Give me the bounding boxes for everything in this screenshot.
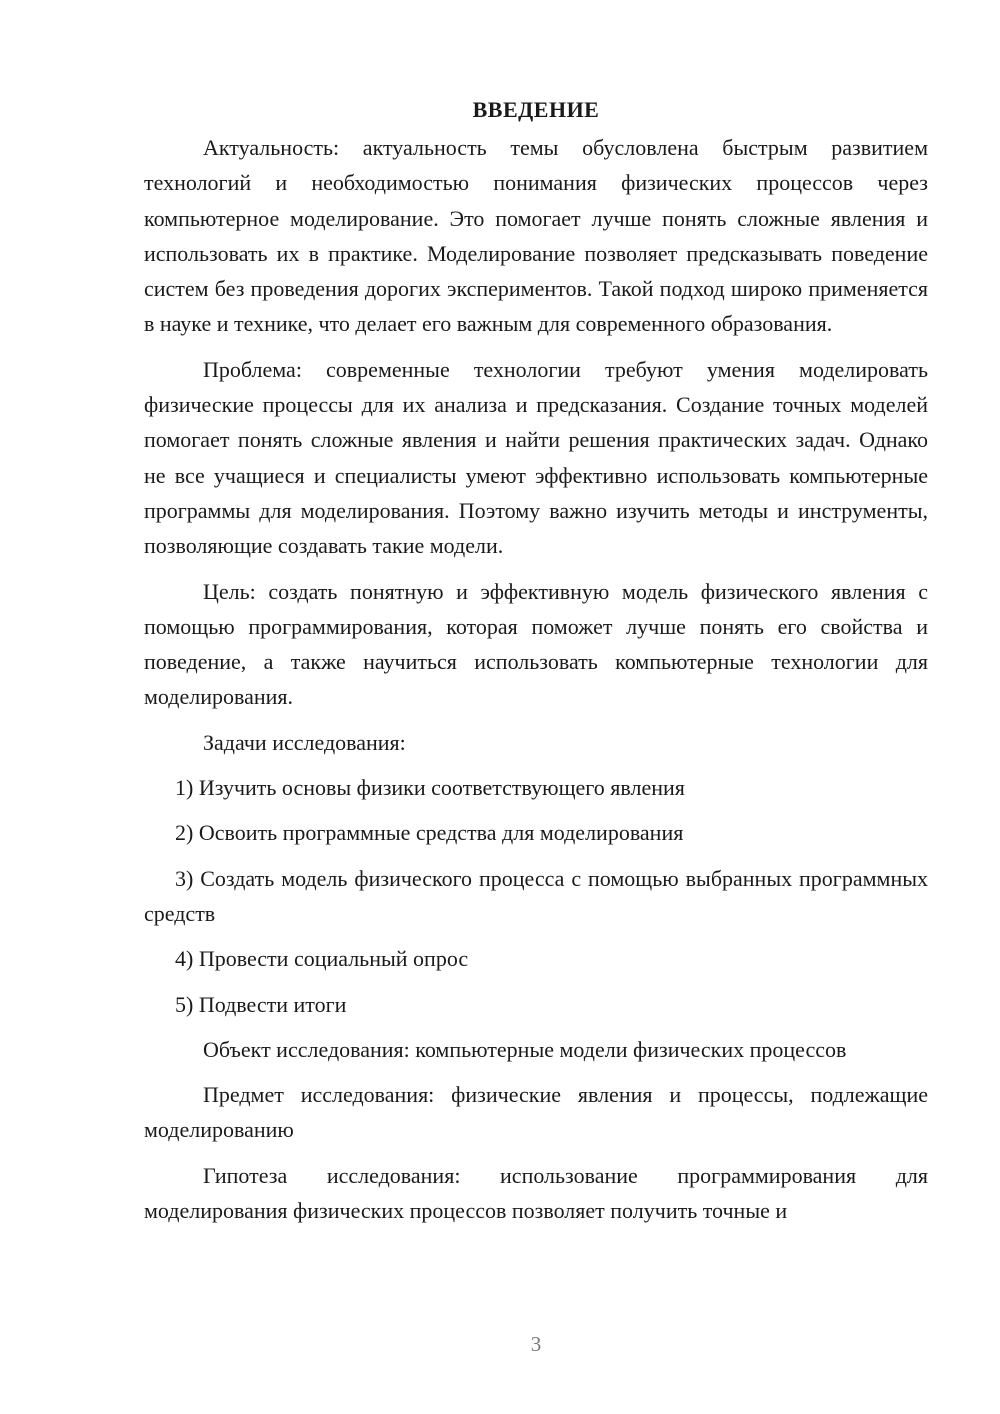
hypothesis-paragraph: Гипотеза исследования: использование программирования для моделирования физических процессов позволяет получить точные и xyxy=(144,1162,928,1224)
task-item-4: 4) Провести социальный опрос xyxy=(175,946,469,972)
subject-paragraph: Предмет исследования: физические явления и процессы, подлежащие моделированию xyxy=(144,1082,928,1143)
task-item-2: 2) Освоить программные средства для моделирования xyxy=(175,820,684,846)
goal-paragraph: Цель: создать понятную и эффективную модель физического явления с помощью программирования, которая поможет лучше понять его свойства и поведение, а также научиться использовать компьютерные технологии для моделирования. xyxy=(144,578,928,710)
relevance-paragraph: Актуальность: актуальность темы обусловлена быстрым развитием технологий и необходимостью понимания физических процессов через компьютерное моделирование. Это помогает лучше понять сложные явления и использовать их в практике. Моделирование позволяет предсказывать поведение систем без проведения дорогих экспериментов. Такой подход широко применяется в науке и технике, что делает его важным для современного образования. xyxy=(144,135,928,337)
page-number: 3 xyxy=(530,1332,542,1356)
tasks-heading: Задачи исследования: xyxy=(203,729,406,755)
section-title: ВВЕДЕНИЕ xyxy=(472,97,600,122)
problem-paragraph: Проблема: современные технологии требуют умения моделировать физические процессы для их анализа и предсказания. Создание точных моделей помогает понять сложные явления и найти решения практических задач. Однако не все учащиеся и специалисты умеют эффективно использовать компьютерные программы для моделирования. Поэтому важно изучить методы и инструменты, позволяющие создавать такие модели. xyxy=(144,356,928,559)
object-paragraph: Объект исследования: компьютерные модели физических процессов xyxy=(203,1036,847,1062)
task-item-5: 5) Подвести итоги xyxy=(175,991,347,1017)
document-body xyxy=(144,92,928,1228)
task-item-3: 3) Создать модель физического процесса с помощью выбранных программных средств xyxy=(144,865,928,926)
task-item-1: 1) Изучить основы физики соответствующего явления xyxy=(175,775,685,801)
